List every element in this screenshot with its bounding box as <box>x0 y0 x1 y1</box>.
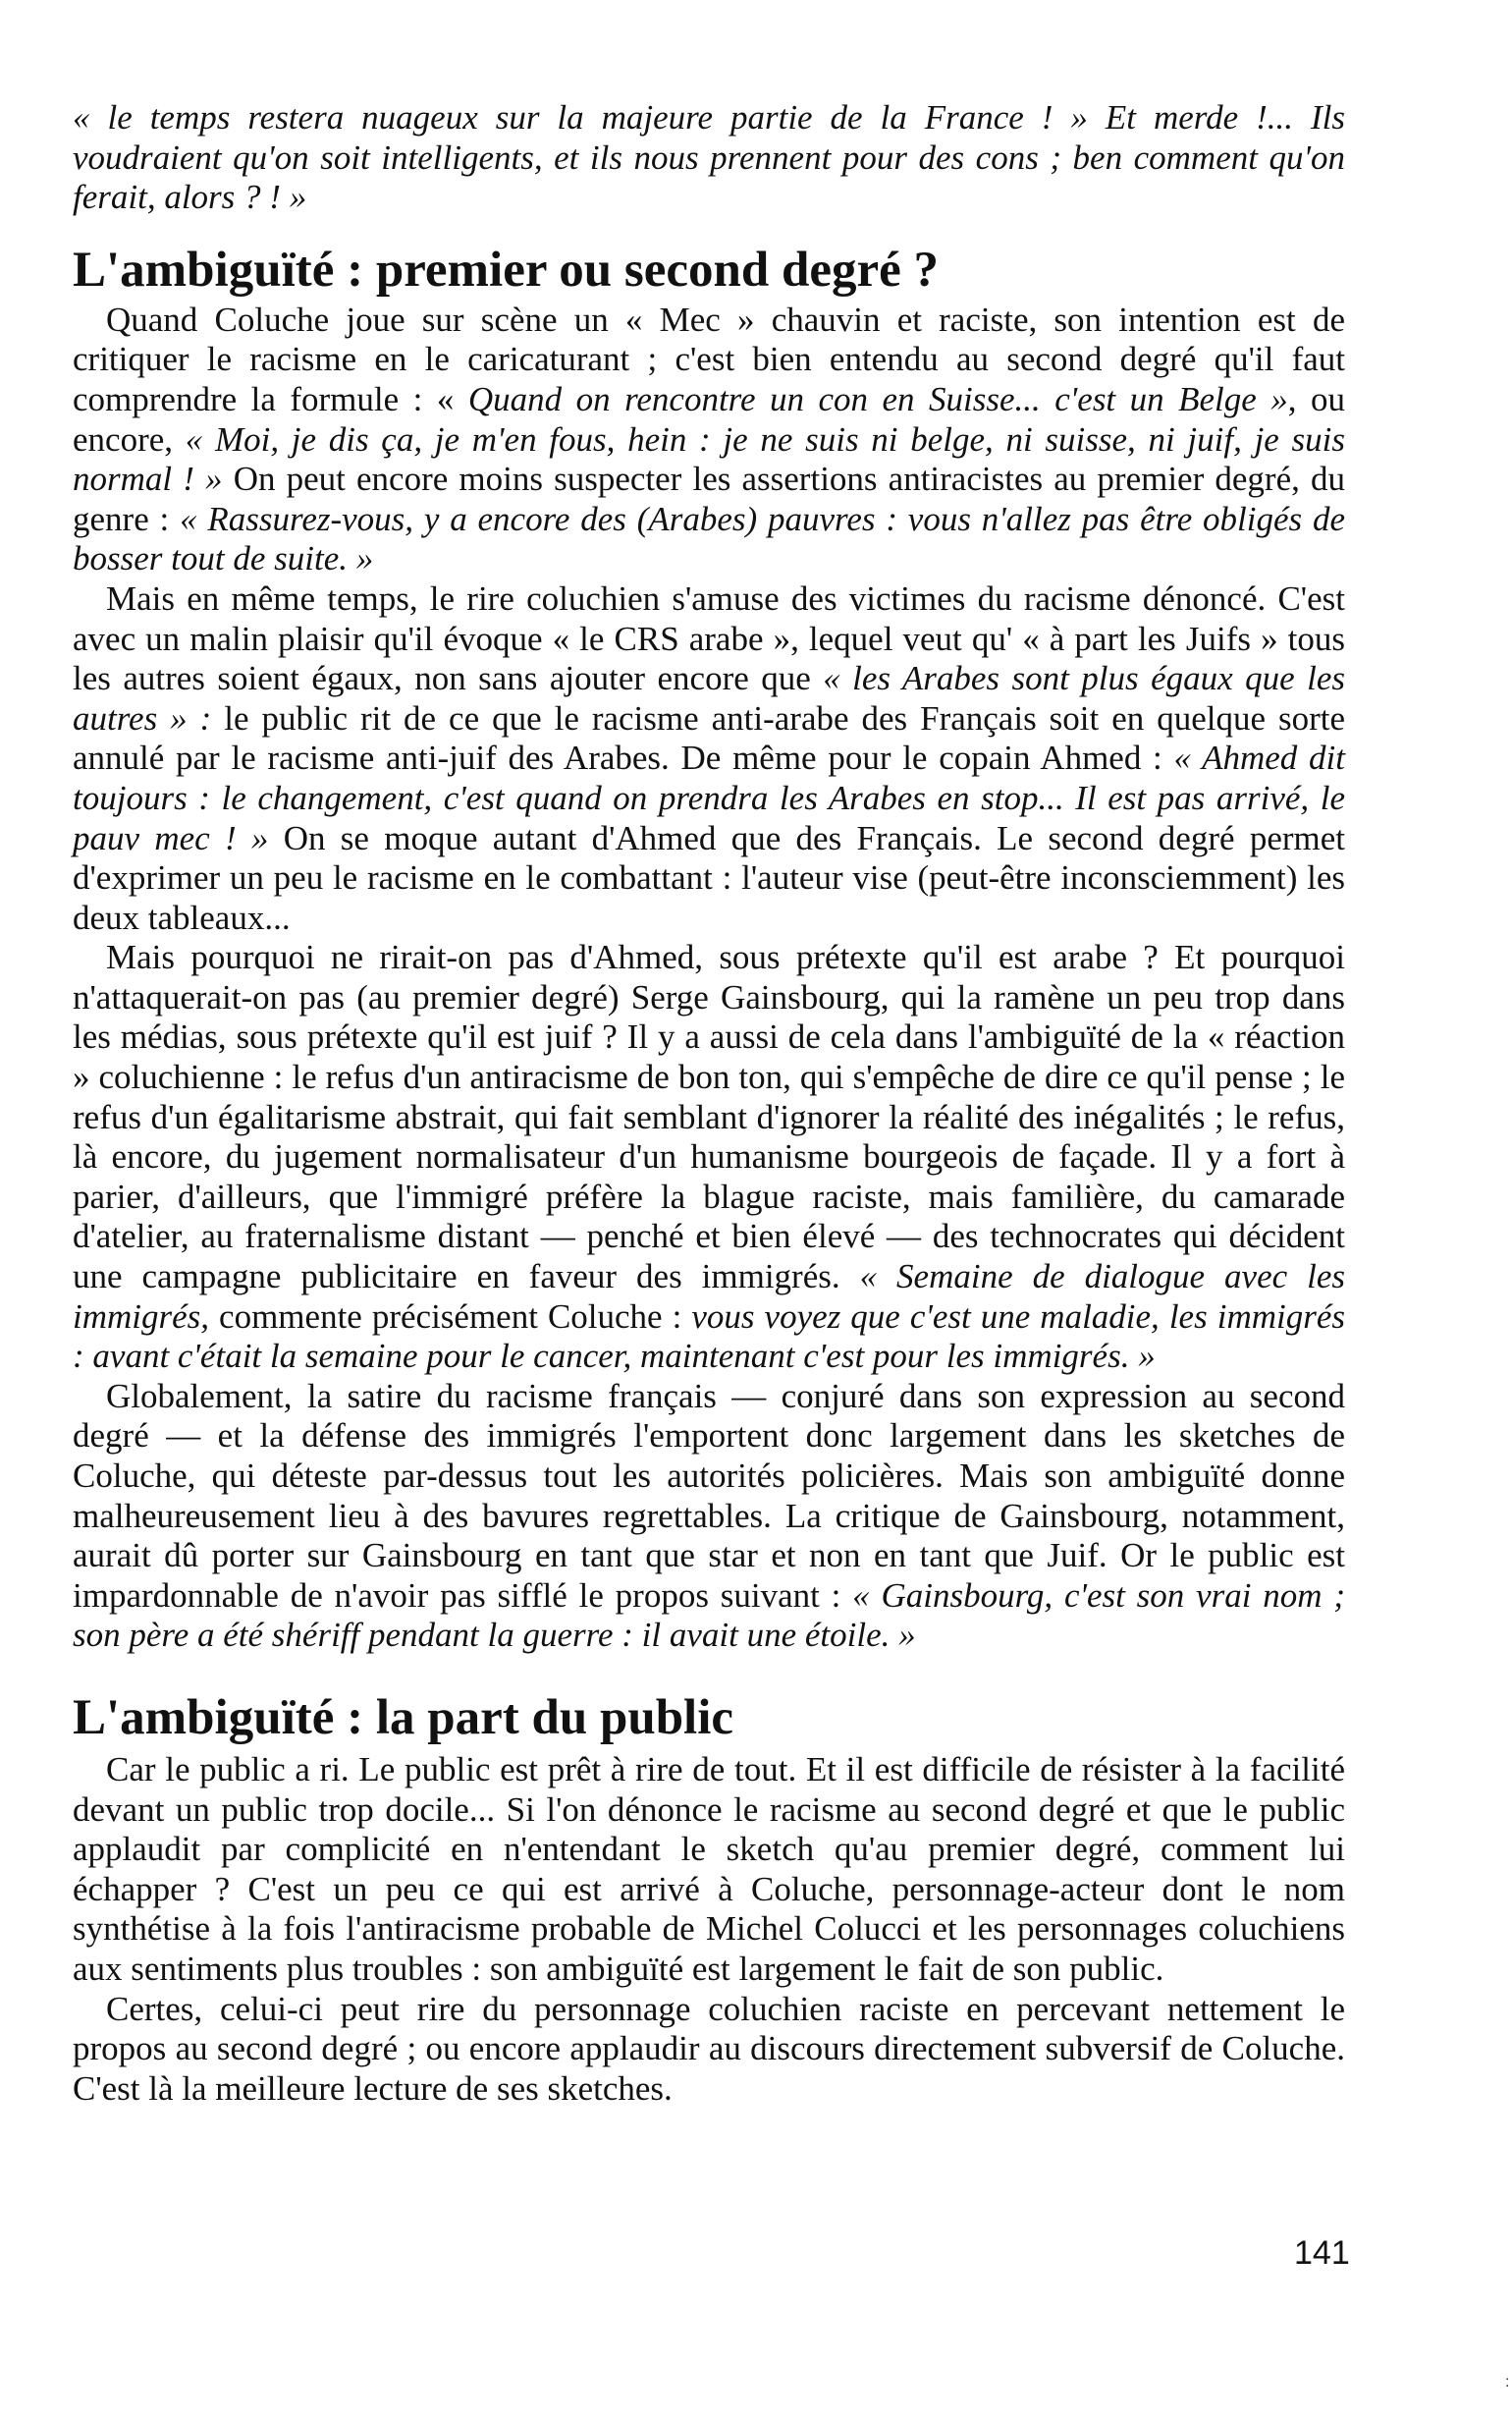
body-paragraph <box>73 1990 1345 2110</box>
text-run: On peut encore moins suspecter les assertions antiracistes au premier degré, du genre : <box>73 460 1345 538</box>
quote-run: Quand on rencontre un con en Suisse... c'est un Belge » <box>467 379 1288 418</box>
body-paragraph <box>73 938 1345 1377</box>
quote-run: « Rassurez-vous, y a encore des (Arabes) pauvres : vous n'allez pas être obligés de bosser tout de suite. » <box>73 499 1345 578</box>
body-paragraph <box>73 301 1345 579</box>
body-paragraph <box>73 1377 1345 1656</box>
quote-run: « les Arabes sont plus égaux que les autres » : <box>73 659 1345 738</box>
text-run: Mais en même temps, le rire coluchien s'amuse des victimes du racisme dénoncé. C'est avec un malin plaisir qu'il évoque « le CRS arabe », lequel veut qu' « à part les Juifs » tous les autres soient égaux, non sans ajouter encore que <box>73 578 1345 698</box>
section-body-degree <box>73 301 1345 1656</box>
body-paragraph <box>73 579 1345 938</box>
quote-run: « Gainsbourg, c'est son vrai nom ; son père a été shériff pendant la guerre : il avait une étoile. » <box>73 1575 1345 1655</box>
text-run: , ou encore, <box>73 379 1346 459</box>
quote-run: vous voyez que c'est une maladie, les immigrés : avant c'était la semaine pour le cancer, maintenant c'est pour les immigrés. » <box>73 1296 1345 1376</box>
text-run: Globalement, la satire du racisme français — conjuré dans son expression au second degré — et la défense des immigrés l'emportent donc largement dans les sketches de Coluche, qui déteste par-dessus tout les autorités policières. Mais son ambiguïté donne malheureusement lieu à des bavures regrettables. La critique de Gainsbourg, notamment, aurait dû porter sur Gainsbourg en tant que star et non en tant que Juif. Or le public est impardonnable de n'avoir pas sifflé le propos suivant : <box>73 1376 1345 1615</box>
quote-run: « Ahmed dit toujours : le changement, c'est quand on prendra les Arabes en stop... Il est pas arrivé, le pauv mec ! » <box>73 739 1345 857</box>
section-body-public <box>73 1750 1345 2109</box>
page-number: 141 <box>1294 2234 1350 2272</box>
body-paragraph <box>73 1750 1345 1990</box>
quote-run: « Semaine de dialogue avec les immigrés, <box>73 1257 1345 1336</box>
text-run: Mais pourquoi ne rirait-on pas d'Ahmed, sous prétexte qu'il est arabe ? Et pourquoi n'attaquerait-on pas (au premier degré) Serge Gainsbourg, qui la ramène un peu trop dans les médias, sous prétexte qu'il est juif ? Il y a aussi de cela dans l'ambiguïté de la « réaction » coluchienne : le refus d'un antiracisme de bon ton, qui s'empêche de dire ce qu'il pense ; le refus d'un égalitarisme abstrait, qui fait semblant d'ignorer la réalité des inégalités ; le refus, là encore, du jugement normalisateur d'un humanisme bourgeois de façade. Il y a fort à parier, d'ailleurs, que l'immigré préfère la blague raciste, mais familière, du camarade d'atelier, au fraternalisme distant — penché et bien élevé — des technocrates qui décident une campagne publicitaire en faveur des immigrés. <box>73 938 1345 1296</box>
section-heading-degree: L'ambiguïté : premier ou second degré ? <box>73 242 940 298</box>
text-run: le public rit de ce que le racisme anti-arabe des Français soit en quelque sorte annulé par le racisme anti-juif des Arabes. De même pour le copain Ahmed : <box>73 698 1346 778</box>
intro-paragraph <box>73 98 1345 218</box>
text-run: On se moque autant d'Ahmed que des Français. Le second degré permet d'exprimer un peu le racisme en le combattant : l'auteur vise (peut-être inconsciemment) les deux tableaux... <box>73 818 1345 937</box>
edge-mark: : <box>1505 2374 1510 2391</box>
quote-run: « Moi, je dis ça, je m'en fous, hein : je ne suis ni belge, ni suisse, ni juif, je suis normal ! » <box>73 419 1346 499</box>
text-run: commente précisément Coluche : <box>209 1296 692 1336</box>
text-column <box>73 98 1345 2109</box>
text-run: Quand Coluche joue sur scène un « Mec » chauvin et raciste, son intention est de critiquer le racisme en le caricaturant ; c'est bien entendu au second degré qu'il faut comprendre la formule : « <box>73 300 1345 418</box>
text-run: Car le public a ri. Le public est prêt à rire de tout. Et il est difficile de résister à la facilité devant un public trop docile... Si l'on dénonce le racisme au second degré et que le public applaudit par complicité en n'entendant le sketch qu'au premier degré, comment lui échapper ? C'est un peu ce qui est arrivé à Coluche, personnage-acteur dont le nom synthétise à la fois l'antiracisme probable de Michel Colucci et les personnages coluchiens aux sentiments plus troubles : son ambiguïté est largement le fait de son public. <box>73 1749 1345 1988</box>
section-heading-public: L'ambiguïté : la part du public <box>73 1689 734 1745</box>
quote-run: « le temps restera nuageux sur la majeure partie de la France ! » Et merde !... Ils voudraient qu'on soit intelligents, et ils nous prennent pour des cons ; ben comment qu'on ferait, alors ? ! » <box>73 98 1345 217</box>
text-run: Certes, celui-ci peut rire du personnage coluchien raciste en percevant nettement le propos au second degré ; ou encore applaudir au discours directement subversif de Coluche. C'est là la meilleure lecture de ses sketches. <box>73 1989 1345 2108</box>
